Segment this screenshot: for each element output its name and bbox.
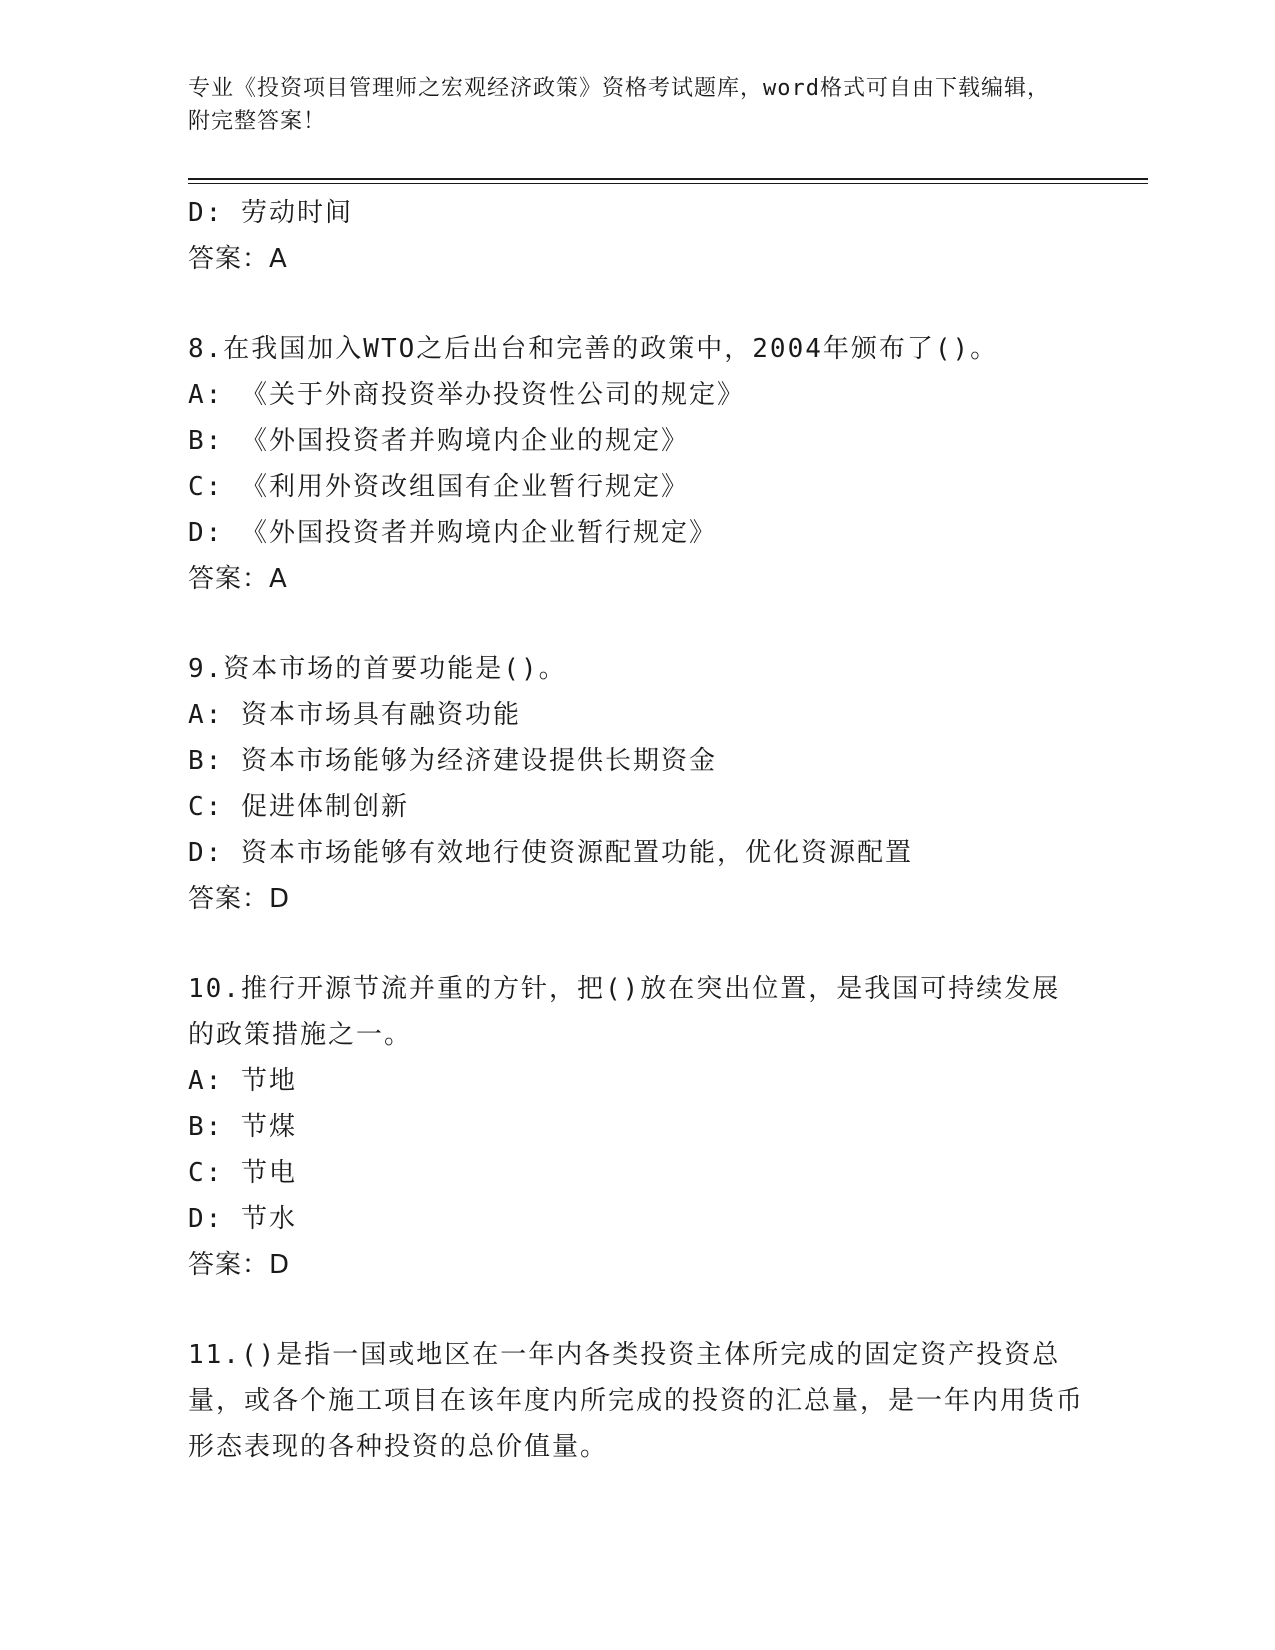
header-divider-thin	[188, 183, 1148, 184]
spacer	[188, 1288, 1088, 1332]
question-8	[188, 326, 1088, 602]
previous-question-tail	[188, 190, 1088, 282]
option-b: B: 《外国投资者并购境内企业的规定》	[188, 426, 689, 456]
option-d: D: 《外国投资者并购境内企业暂行规定》	[188, 518, 717, 548]
option-d: D: 节水	[188, 1204, 297, 1234]
spacer	[188, 282, 1088, 326]
option-c: C: 促进体制创新	[188, 792, 409, 822]
spacer	[188, 922, 1088, 966]
question-stem: 10.推行开源节流并重的方针，把()放在突出位置，是我国可持续发展的政策措施之一。	[188, 974, 1061, 1050]
option-d: D: 资本市场能够有效地行使资源配置功能，优化资源配置	[188, 838, 913, 868]
option-b: B: 资本市场能够为经济建设提供长期资金	[188, 746, 717, 776]
question-10	[188, 966, 1088, 1288]
option-a: A: 资本市场具有融资功能	[188, 700, 521, 730]
option-a: A: 《关于外商投资举办投资性公司的规定》	[188, 380, 745, 410]
answer-line: 答案：D	[188, 884, 291, 914]
option-b: B: 节煤	[188, 1112, 297, 1142]
spacer	[188, 602, 1088, 646]
question-9	[188, 646, 1088, 922]
answer-line: 答案：D	[188, 1250, 291, 1280]
header-divider-thick	[188, 178, 1148, 180]
option-d: D: 劳动时间	[188, 198, 353, 228]
question-stem: 9.资本市场的首要功能是()。	[188, 654, 567, 684]
question-content	[188, 190, 1088, 1470]
page-header: 专业《投资项目管理师之宏观经济政策》资格考试题库，word格式可自由下载编辑，附完整答案！	[188, 76, 1050, 134]
option-c: C: 《利用外资改组国有企业暂行规定》	[188, 472, 689, 502]
answer-line: 答案：A	[188, 564, 288, 594]
question-stem: 8.在我国加入WTO之后出台和完善的政策中，2004年颁布了()。	[188, 334, 999, 364]
option-c: C: 节电	[188, 1158, 297, 1188]
question-11	[188, 1332, 1088, 1470]
option-a: A: 节地	[188, 1066, 297, 1096]
answer-line: 答案：A	[188, 244, 288, 274]
question-stem: 11.()是指一国或地区在一年内各类投资主体所完成的固定资产投资总量，或各个施工项目在该年度内所完成的投资的汇总量，是一年内用货币形态表现的各种投资的总价值量。	[188, 1340, 1085, 1462]
